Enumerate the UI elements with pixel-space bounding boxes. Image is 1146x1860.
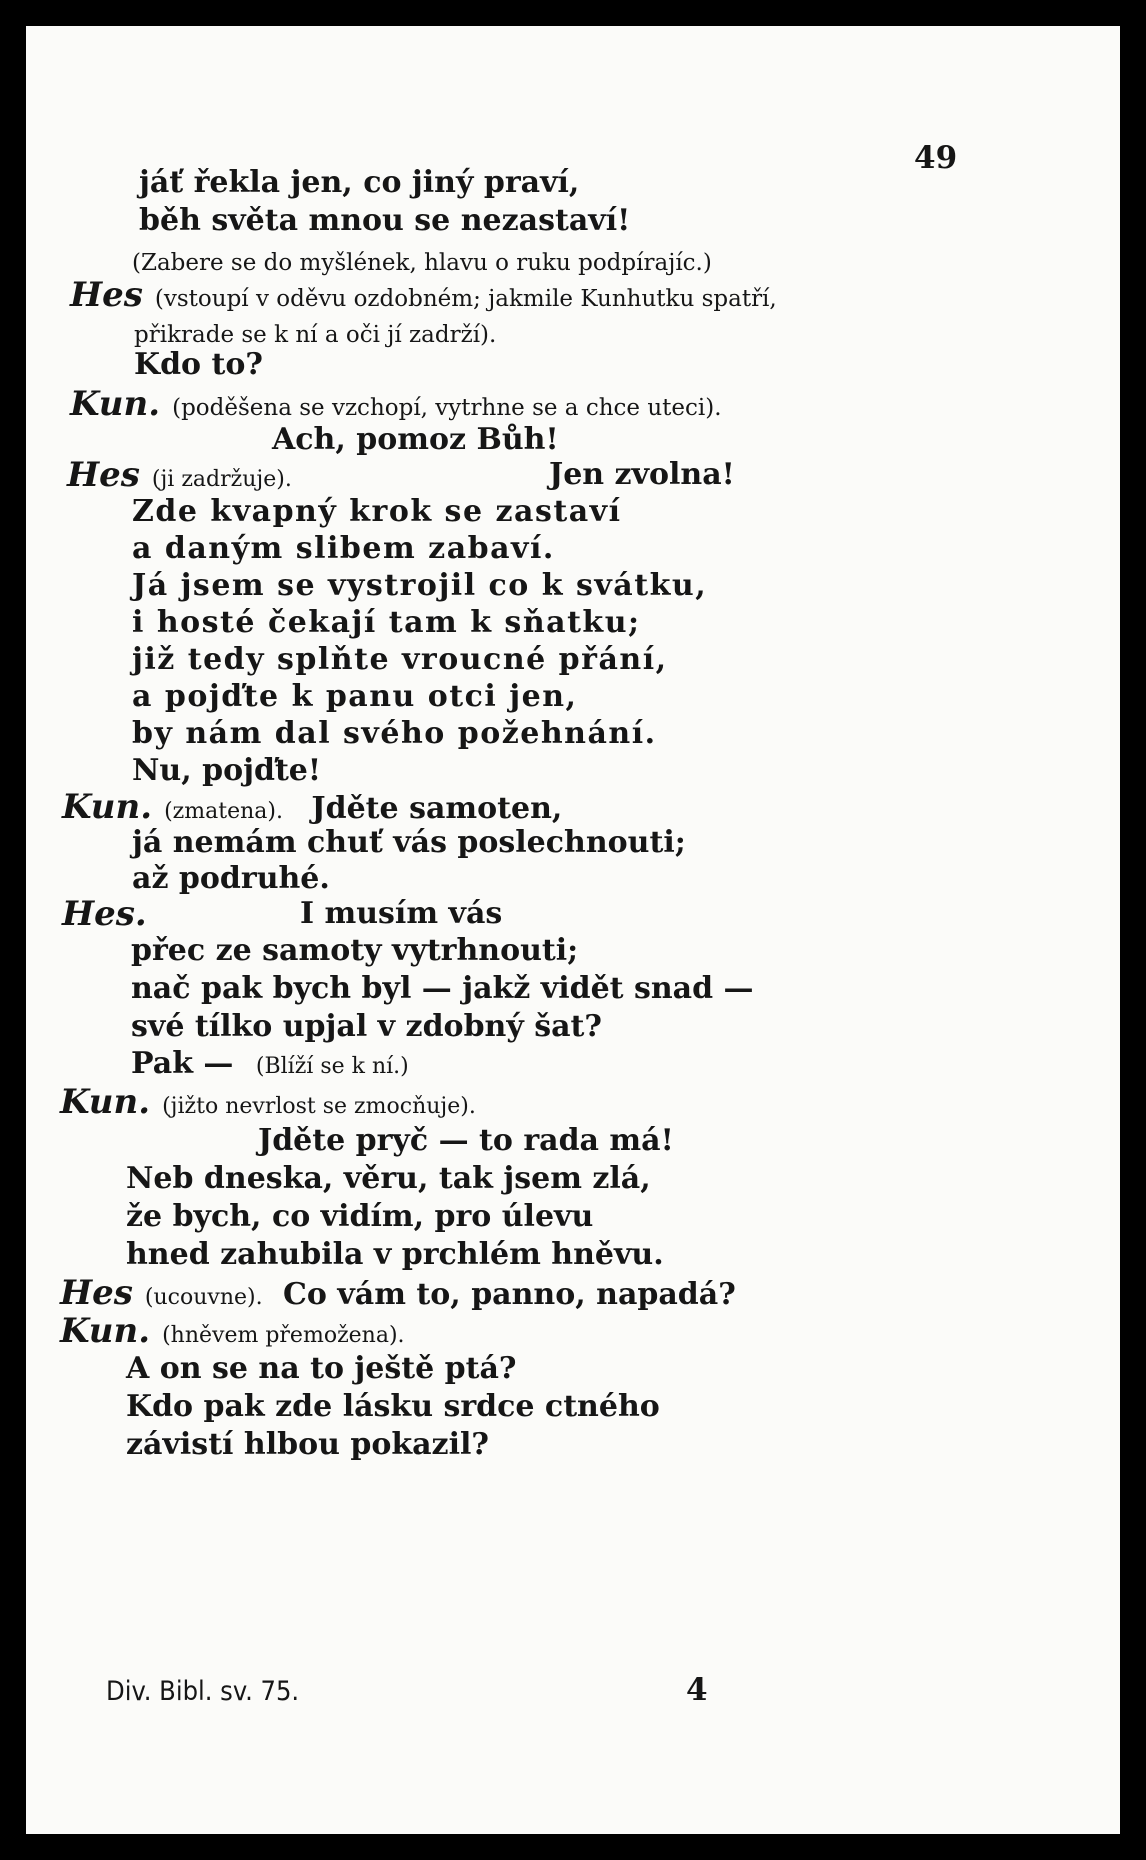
verse-line: A on se na to ještě ptá?	[126, 1351, 517, 1386]
stage-direction: (Zabere se do myšlének, hlavu o ruku podpírajíc.)	[132, 250, 712, 276]
stage-direction: (zmatena).	[164, 799, 283, 824]
verse-line: své tílko upjal v zdobný šat?	[131, 1009, 602, 1044]
speaker-line	[60, 1082, 476, 1124]
speaker-name: Hes.	[62, 894, 147, 934]
verse-line: že bych, co vidím, pro úlevu	[126, 1199, 594, 1234]
speaker-line	[70, 384, 722, 425]
verse-line: hned zahubila v prchlém hněvu.	[126, 1237, 664, 1272]
verse-line: závistí hlbou pokazil?	[126, 1427, 489, 1462]
verse-line: nač pak bych byl — jakž vidět snad —	[131, 971, 754, 1006]
verse-line: běh světa mnou se nezastaví!	[139, 203, 631, 238]
verse-line: Jen zvolna!	[549, 457, 735, 492]
page-number: 49	[914, 140, 958, 176]
verse-text: Jděte samoten,	[311, 791, 563, 826]
stage-direction: (ucouvne).	[144, 1285, 263, 1310]
speaker-line	[62, 894, 159, 934]
speaker-name: Kun.	[62, 787, 153, 827]
verse-line: až podruhé.	[132, 861, 330, 896]
speaker-line	[60, 1273, 736, 1315]
verse-line	[131, 1047, 409, 1084]
speaker-name: Kun.	[60, 1311, 151, 1351]
verse-line: já nemám chuť vás poslechnouti;	[132, 825, 686, 860]
stage-direction: (poděšena se vzchopí, vytrhne se a chce uteci).	[172, 395, 722, 421]
verse-line: Nu, pojďte!	[132, 753, 322, 788]
speaker-line	[60, 1311, 405, 1353]
stage-direction: přikrade se k ní a oči jí zadrží).	[134, 322, 497, 348]
speaker-name: Hes	[67, 455, 140, 495]
verse-line: Já jsem se vystrojil co k svátku,	[132, 568, 708, 603]
speaker-name: Hes	[60, 1273, 133, 1313]
verse-line: a pojďte k panu otci jen,	[132, 679, 578, 714]
stage-direction: (hněvem přemožena).	[162, 1323, 405, 1348]
verse-line: jáť řekla jen, co jiný praví,	[139, 165, 580, 200]
speaker-name: Kun.	[60, 1082, 151, 1122]
book-page	[26, 26, 1120, 1834]
stage-direction: (Blíží se k ní.)	[255, 1054, 409, 1079]
speaker-line	[70, 275, 777, 316]
verse-line: by nám dal svého požehnání.	[132, 716, 657, 751]
stage-direction: (jižto nevrlost se zmocňuje).	[162, 1094, 476, 1119]
stage-direction: (vstoupí v oděvu ozdobném; jakmile Kunhutku spatří,	[154, 286, 777, 312]
stage-direction: (ji zadržuje).	[151, 467, 292, 492]
verse-text: Pak —	[131, 1046, 234, 1081]
verse-line: Kdo pak zde lásku srdce ctného	[126, 1389, 660, 1424]
verse-line: přec ze samoty vytrhnouti;	[131, 933, 579, 968]
verse-line: Kdo to?	[134, 347, 263, 382]
verse-line: Ach, pomoz Bůh!	[272, 422, 559, 457]
sheet-number: 4	[686, 1672, 708, 1708]
verse-line: Neb dneska, věru, tak jsem zlá,	[126, 1161, 651, 1196]
speaker-line	[67, 455, 292, 497]
speaker-name: Kun.	[70, 384, 161, 424]
verse-line: I musím vás	[300, 896, 503, 931]
verse-line: i hosté čekají tam k sňatku;	[132, 605, 641, 640]
verse-line: již tedy splňte vroucné přání,	[132, 642, 668, 677]
verse-line: Jděte pryč — to rada má!	[258, 1123, 674, 1158]
signature-mark: Div. Bibl. sv. 75.	[106, 1676, 300, 1707]
verse-line: a daným slibem zabaví.	[132, 531, 555, 566]
speaker-name: Hes	[70, 275, 143, 315]
speaker-line	[62, 787, 563, 829]
verse-text: Co vám to, panno, napadá?	[283, 1277, 736, 1312]
verse-line: Zde kvapný krok se zastaví	[132, 494, 622, 529]
